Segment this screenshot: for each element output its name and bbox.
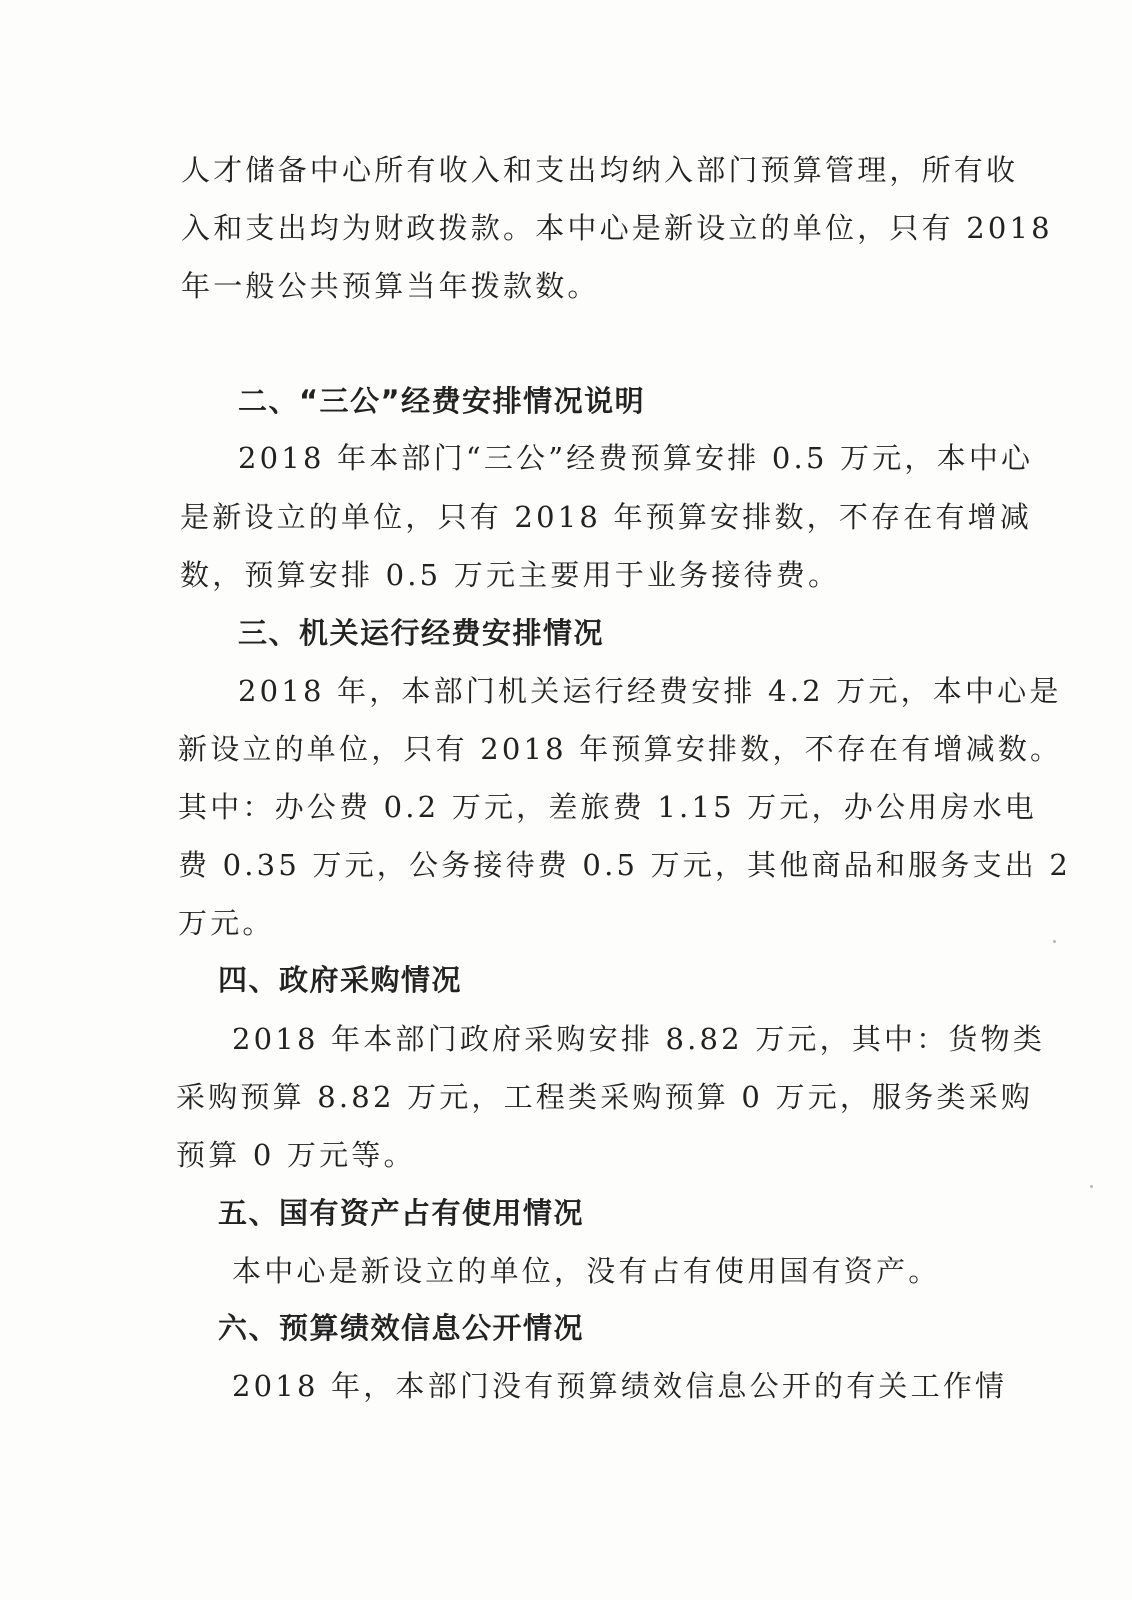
scan-speck — [1053, 940, 1056, 943]
paragraph-line: 采购预算 8.82 万元，工程类采购预算 0 万元，服务类采购 — [176, 1080, 1034, 1114]
section-heading-procurement: 四、政府采购情况 — [218, 963, 463, 997]
intro-line-3: 年一般公共预算当年拨款数。 — [181, 269, 600, 303]
paragraph-line: 是新设立的单位，只有 2018 年预算安排数，不存在有增减 — [180, 500, 1033, 534]
paragraph-line: 数，预算安排 0.5 万元主要用于业务接待费。 — [180, 558, 841, 592]
paragraph-line: 2018 年本部门政府采购安排 8.82 万元，其中：货物类 — [232, 1022, 1046, 1056]
intro-line-2: 入和支出均为财政拨款。本中心是新设立的单位，只有 2018 — [181, 211, 1053, 245]
intro-line-1: 人才储备中心所有收入和支出均纳入部门预算管理，所有收 — [181, 153, 1019, 187]
section-heading-sangong: 二、“三公”经费安排情况说明 — [238, 384, 646, 418]
section-heading-operating-costs: 三、机关运行经费安排情况 — [238, 616, 605, 650]
paragraph-line: 本中心是新设立的单位，没有占有使用国有资产。 — [232, 1254, 941, 1288]
paragraph-line: 万元。 — [178, 906, 275, 940]
paragraph-line: 预算 0 万元等。 — [176, 1138, 416, 1172]
paragraph-line: 费 0.35 万元，公务接待费 0.5 万元，其他商品和服务支出 2 — [178, 848, 1072, 882]
paragraph-line: 2018 年，本部门没有预算绩效信息公开的有关工作情 — [232, 1369, 1008, 1403]
section-heading-performance-info: 六、预算绩效信息公开情况 — [218, 1311, 585, 1345]
paragraph-line: 其中：办公费 0.2 万元，差旅费 1.15 万元，办公用房水电 — [178, 790, 1037, 824]
paragraph-line: 2018 年本部门“三公”经费预算安排 0.5 万元，本中心 — [238, 441, 1034, 475]
paragraph-line: 新设立的单位，只有 2018 年预算安排数，不存在有增减数。 — [178, 732, 1063, 766]
scan-speck — [1090, 1185, 1093, 1188]
section-heading-state-assets: 五、国有资产占有使用情况 — [218, 1196, 585, 1230]
paragraph-line: 2018 年，本部门机关运行经费安排 4.2 万元，本中心是 — [238, 674, 1062, 708]
